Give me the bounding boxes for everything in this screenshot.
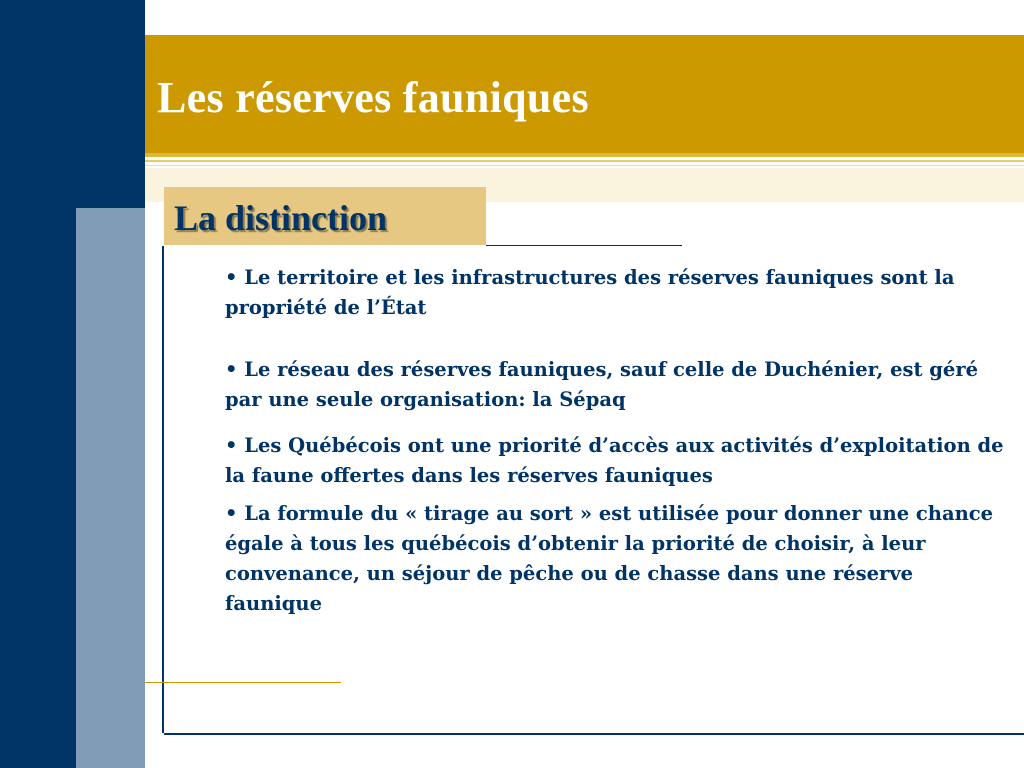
title-rule (145, 165, 1024, 166)
bullet-list (225, 263, 1015, 619)
title-rule (145, 160, 1024, 162)
gold-accent-rule (145, 682, 341, 683)
bullet-item: • Le réseau des réserves fauniques, sauf celle de Duchénier, est géré par une seule organisation: la Sépaq (225, 358, 978, 411)
title-rule (145, 153, 1024, 157)
content-frame-bottom-rule (164, 733, 1024, 735)
bullet-item: • Les Québécois ont une priorité d’accès aux activités d’exploitation de la faune offertes dans les réserves fauniques (225, 434, 1004, 487)
content-frame-left-rule (162, 246, 164, 733)
slide-subtitle: La distinction (174, 198, 388, 238)
bullet-item: • Le territoire et les infrastructures des réserves fauniques sont la propriété de l’État (225, 266, 955, 319)
slide-title: Les réserves fauniques (157, 73, 589, 122)
bullet-item: • La formule du « tirage au sort » est utilisée pour donner une chance égale à tous les québécois d’obtenir la priorité de choisir, à leur convenance, un séjour de pêche ou de chasse dans une réserve faunique (225, 502, 994, 615)
left-steel-bar (76, 208, 145, 768)
content-frame-top-rule (486, 245, 682, 246)
